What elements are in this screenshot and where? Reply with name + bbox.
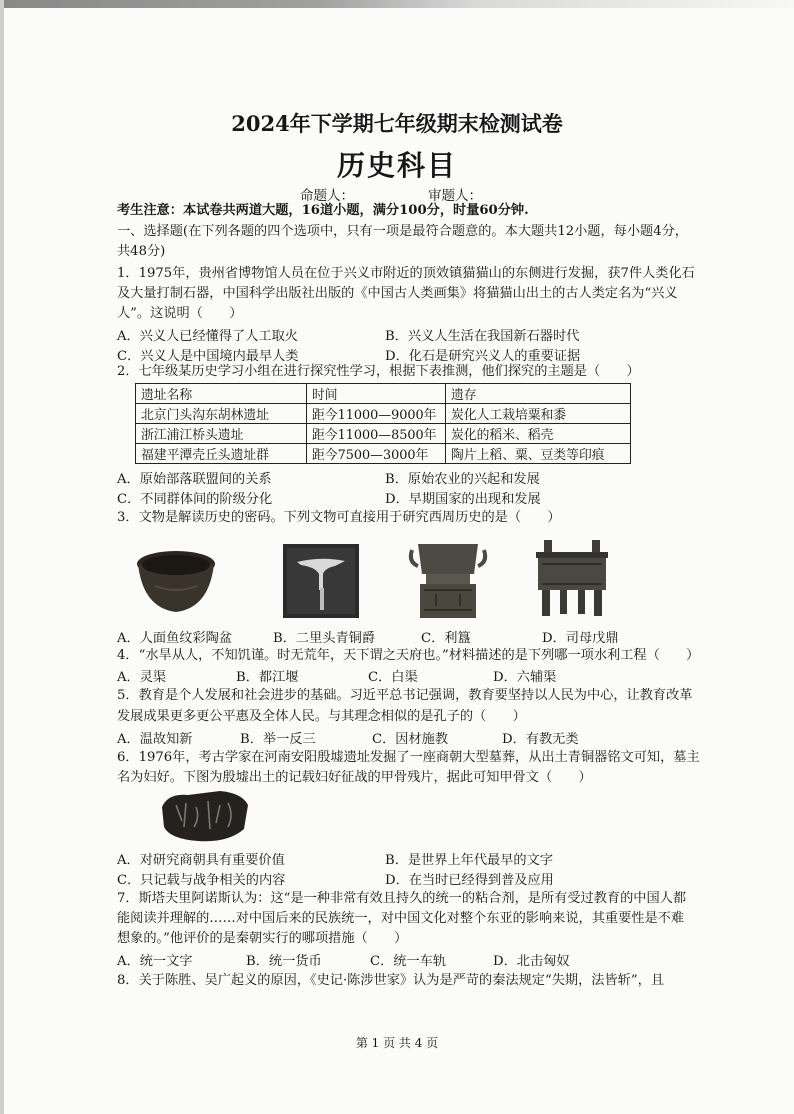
reviewer-label: 审题人： xyxy=(428,188,482,204)
q7-option-b: B．统一货币 xyxy=(246,954,322,969)
q7-stem-line1: 7．斯塔夫里阿诺斯认为：这“是一种非常有效且持久的统一的粘合剂，是所有受过教育的中国人都 xyxy=(117,891,687,906)
q1-stem-line1: 1．1975年，贵州省博物馆人员在位于兴义市附近的顶效镇猫猫山的东侧进行发掘，获7件人类化石 xyxy=(117,266,695,281)
section1-line1: 一、选择题(在下列各题的四个选项中，只有一项是最符合题意的。本大题共12小题，每小题4分， xyxy=(117,224,688,239)
table-cell: 距今11000—8500年 xyxy=(307,424,446,444)
q2-option-a: A．原始部落联盟间的关系 xyxy=(117,472,272,487)
q2-option-c: C．不同群体间的阶级分化 xyxy=(117,492,273,507)
pottery-basin-image xyxy=(135,546,217,616)
q4-option-c: C．白渠 xyxy=(368,670,418,685)
table-cell: 北京门头沟东胡林遗址 xyxy=(136,404,307,424)
table-row xyxy=(136,444,631,464)
q2-option-b: B．原始农业的兴起和发展 xyxy=(385,472,540,487)
table-row xyxy=(136,424,631,444)
table-row xyxy=(136,404,631,424)
table-cell: 福建平潭壳丘头遗址群 xyxy=(136,444,307,464)
section1-line2: 共48分) xyxy=(117,244,166,259)
table-header: 遗存 xyxy=(446,384,631,404)
q3-option-d: D．司母戊鼎 xyxy=(542,631,619,646)
q6-stem-line2: 名为妇好。下图为殷墟出土的记载妇好征战的甲骨残片，据此可知甲骨文（ ） xyxy=(117,770,592,785)
q3-stem: 3．文物是解读历史的密码。下列文物可直接用于研究西周历史的是（ ） xyxy=(117,510,561,525)
q1-stem-line2: 及大量打制石器，中国科学出版社出版的《中国古人类画集》将猫猫山出土的古人类定名为“兴义 xyxy=(117,286,678,301)
table-cell: 炭化的稻米、稻壳 xyxy=(446,424,631,444)
page-footer: 第 1 页 共 4 页 xyxy=(355,1036,439,1050)
q5-stem-line2: 发展成果更多更公平惠及全体人民。与其理念相似的是孔子的（ ） xyxy=(117,709,526,724)
subject-title: 历史科目 xyxy=(336,149,457,182)
q6-option-b: B．是世界上年代最早的文字 xyxy=(385,853,553,868)
notice xyxy=(117,201,717,221)
table-cell: 炭化人工栽培粟和黍 xyxy=(446,404,631,424)
notice-label: 考生注意： xyxy=(117,203,183,218)
q1-option-a: A．兴义人已经懂得了人工取火 xyxy=(117,329,298,344)
q4-option-b: B．都江堰 xyxy=(236,670,299,685)
q7-option-a: A．统一文字 xyxy=(117,954,193,969)
table-header-row xyxy=(136,384,631,404)
q1-option-d: D．化石是研究兴义人的重要证据 xyxy=(385,349,581,364)
oracle-bone-image xyxy=(158,787,250,845)
table-header: 遗址名称 xyxy=(136,384,307,404)
table-cell: 陶片上稻、粟、豆类等印痕 xyxy=(446,444,631,464)
simuwu-ding-image xyxy=(530,538,614,618)
table-cell: 距今7500—3000年 xyxy=(307,444,446,464)
q6-option-c: C．只记载与战争相关的内容 xyxy=(117,873,286,888)
exam-title: 2024年下学期七年级期末检测试卷 xyxy=(231,111,563,136)
q5-option-a: A．温故知新 xyxy=(117,732,193,747)
q5-option-d: D．有教无类 xyxy=(502,732,579,747)
q2-option-d: D．早期国家的出现和发展 xyxy=(385,492,541,507)
scan-top-edge xyxy=(0,0,794,8)
q4-option-a: A．灵渠 xyxy=(117,670,167,685)
q7-stem-line3: 想象的。”他评价的是秦朝实行的哪项措施（ ） xyxy=(117,931,408,946)
q1-option-c: C．兴义人是中国境内最早人类 xyxy=(117,349,299,364)
sites-table xyxy=(135,383,631,464)
q6-stem-line1: 6．1976年，考古学家在河南安阳殷墟遗址发掘了一座商朝大型墓葬，从出土青铜器铭文可知，墓主 xyxy=(117,750,700,765)
table-header: 时间 xyxy=(307,384,446,404)
q7-stem-line2: 能阅读并理解的……对中国后来的民族统一，对中国文化对整个东亚的影响来说，其重要性是不难 xyxy=(117,911,685,926)
q7-option-c: C．统一车轨 xyxy=(370,954,447,969)
table-cell: 浙江浦江桥头遗址 xyxy=(136,424,307,444)
q1-option-b: B．兴义人生活在我国新石器时代 xyxy=(385,329,580,344)
q5-stem-line1: 5．教育是个人发展和社会进步的基础。习近平总书记强调，教育要坚持以人民为中心，让教育改革 xyxy=(117,688,693,703)
q5-option-c: C．因材施教 xyxy=(372,732,449,747)
bronze-jue-image xyxy=(283,544,359,618)
q5-option-b: B．举一反三 xyxy=(240,732,316,747)
q6-option-a: A．对研究商朝具有重要价值 xyxy=(117,853,285,868)
q4-option-d: D．六辅渠 xyxy=(493,670,557,685)
q6-option-d: D．在当时已经得到普及应用 xyxy=(385,873,554,888)
q7-option-d: D．北击匈奴 xyxy=(493,954,570,969)
q8-stem-line1: 8．关于陈胜、吴广起义的原因，《史记·陈涉世家》认为是严苛的秦法规定“失期，法皆斩”，且 xyxy=(117,973,664,988)
q1-stem-line3: 人”。这说明（ ） xyxy=(117,306,243,321)
notice-text: 本试卷共两道大题，16道小题，满分100分，时量60分钟. xyxy=(182,203,529,218)
q3-option-c: C．利簋 xyxy=(421,631,471,646)
q3-option-b: B．二里头青铜爵 xyxy=(273,631,376,646)
q4-stem: 4．“水旱从人，不知饥谨。时无荒年，天下谓之天府也。”材料描述的是下列哪一项水利工程（ ） xyxy=(117,648,700,663)
li-gui-image xyxy=(408,540,488,620)
setter-label: 命题人： xyxy=(300,188,354,204)
q2-stem: 2．七年级某历史学习小组在进行探究性学习，根据下表推测，他们探究的主题是（ ） xyxy=(117,364,640,379)
table-cell: 距今11000—9000年 xyxy=(307,404,446,424)
q3-option-a: A．人面鱼纹彩陶盆 xyxy=(117,631,233,646)
